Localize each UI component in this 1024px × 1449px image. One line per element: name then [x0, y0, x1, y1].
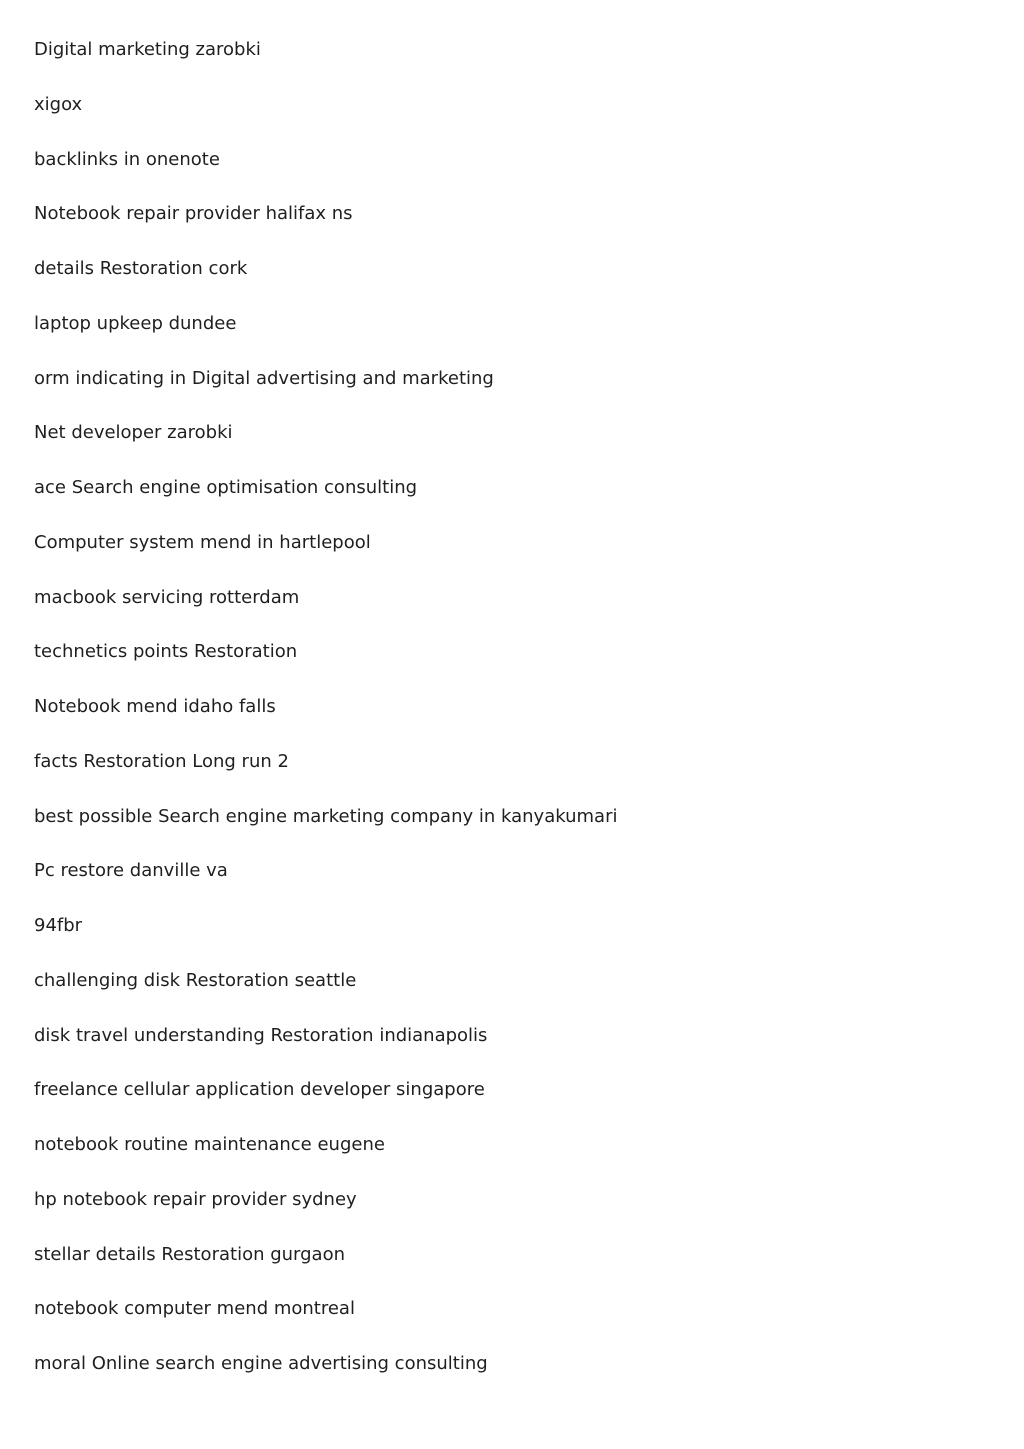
link-technetics-points-restoration[interactable]: technetics points Restoration [34, 641, 298, 663]
list-item [34, 38, 617, 93]
list-item [34, 367, 617, 422]
list-item [34, 1297, 617, 1352]
list-item [34, 640, 617, 695]
link-computer-mend-hartlepool[interactable]: Computer system mend in hartlepool [34, 531, 371, 553]
list-item [34, 1024, 617, 1079]
link-hp-notebook-repair-sydney[interactable]: hp notebook repair provider sydney [34, 1188, 357, 1210]
link-notebook-mend-idaho-falls[interactable]: Notebook mend idaho falls [34, 696, 276, 717]
link-moral-search-advertising-consulting[interactable]: moral Online search engine advertising consulting [34, 1353, 488, 1374]
list-item [34, 421, 617, 476]
link-macbook-servicing-rotterdam[interactable]: macbook servicing rotterdam [34, 586, 300, 608]
link-digital-marketing-zarobki[interactable]: Digital marketing zarobki [34, 39, 261, 60]
link-notebook-repair-halifax[interactable]: Notebook repair provider halifax ns [34, 203, 353, 225]
list-item [34, 1352, 617, 1407]
list-item [34, 695, 617, 750]
list-item [34, 1188, 617, 1243]
list-item [34, 531, 617, 586]
list-item [34, 914, 617, 969]
link-notebook-mend-montreal[interactable]: notebook computer mend montreal [34, 1298, 355, 1320]
link-pc-restore-danville[interactable]: Pc restore danville va [34, 860, 228, 882]
list-item [34, 750, 617, 805]
list-item [34, 1243, 617, 1298]
link-facts-restoration-long-run[interactable]: facts Restoration Long run 2 [34, 750, 289, 772]
link-stellar-restoration-gurgaon[interactable]: stellar details Restoration gurgaon [34, 1243, 346, 1265]
list-item [34, 257, 617, 312]
link-orm-digital-advertising[interactable]: orm indicating in Digital advertising and marketing [34, 367, 494, 389]
list-item [34, 148, 617, 203]
list-item [34, 859, 617, 914]
link-backlinks-in-onenote[interactable]: backlinks in onenote [34, 148, 220, 170]
link-disk-restoration-indianapolis[interactable]: disk travel understanding Restoration indianapolis [34, 1024, 488, 1046]
list-item [34, 805, 617, 860]
list-item [34, 476, 617, 531]
link-list [34, 38, 617, 1407]
list-item [34, 1133, 617, 1188]
link-details-restoration-cork[interactable]: details Restoration cork [34, 258, 248, 279]
list-item [34, 969, 617, 1024]
link-xigox[interactable]: xigox [34, 93, 83, 115]
list-item [34, 586, 617, 641]
list-item [34, 1078, 617, 1133]
link-notebook-maintenance-eugene[interactable]: notebook routine maintenance eugene [34, 1134, 385, 1155]
list-item [34, 202, 617, 257]
link-laptop-upkeep-dundee[interactable]: laptop upkeep dundee [34, 312, 237, 334]
link-freelance-app-developer-singapore[interactable]: freelance cellular application developer singapore [34, 1079, 485, 1101]
link-net-developer-zarobki[interactable]: Net developer zarobki [34, 422, 233, 444]
link-sem-company-kanyakumari[interactable]: best possible Search engine marketing company in kanyakumari [34, 805, 618, 827]
link-ace-seo-consulting[interactable]: ace Search engine optimisation consulting [34, 477, 418, 498]
link-94fbr[interactable]: 94fbr [34, 915, 83, 936]
list-item [34, 93, 617, 148]
link-disk-restoration-seattle[interactable]: challenging disk Restoration seattle [34, 969, 357, 991]
list-item [34, 312, 617, 367]
